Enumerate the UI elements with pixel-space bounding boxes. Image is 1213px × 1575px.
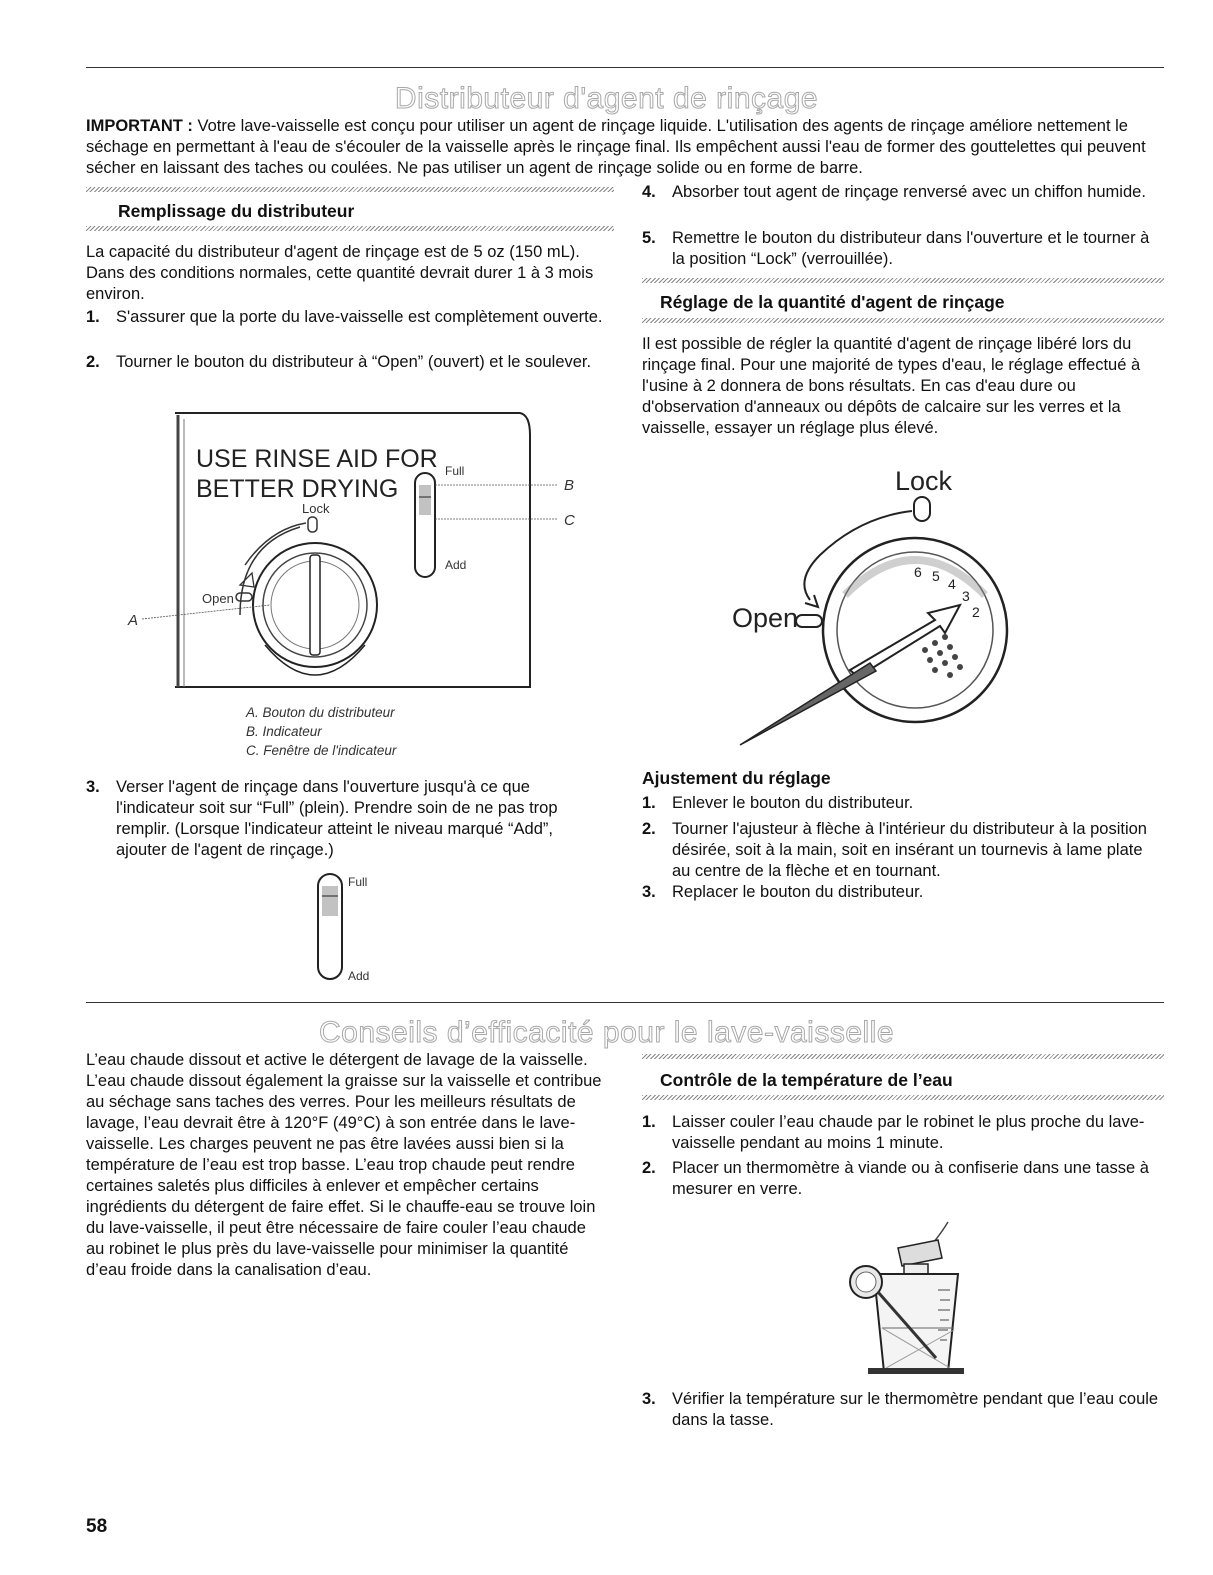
dial-number-5: 5: [932, 568, 940, 584]
dispenser-figure: [120, 405, 600, 705]
figure-caption-c: C. Fenêtre de l'indicateur: [246, 743, 397, 758]
step-number: 5.: [642, 229, 656, 247]
measuring-cup-figure: [838, 1218, 978, 1383]
step-number: 1.: [642, 1113, 656, 1131]
dial-lock-label: Lock: [895, 466, 953, 496]
dial-number-2: 2: [972, 604, 980, 620]
label-a: A: [128, 612, 139, 629]
important-label: IMPORTANT :: [86, 117, 193, 135]
step-text: Absorber tout agent de rinçage renversé avec un chiffon humide.: [672, 183, 1146, 201]
step-text: Replacer le bouton du distributeur.: [672, 883, 924, 901]
step-text: Laisser couler l’eau chaude par le robinet le plus proche du lave-vaisselle pendant au moins 1 minute.: [672, 1113, 1145, 1152]
dial-number-6: 6: [914, 564, 922, 580]
efficiency-intro: L’eau chaude dissout et active le détergent de lavage de la vaisselle. L’eau chaude dissout également la graisse sur la vaisselle et contribue au séchage sans taches des verres. Pour les meilleurs résultats de lavage, l’eau devrait être à 120°F (49°C) à son entrée dans le lave-vaisselle. Les charges peuvent ne pas être lavées aussi bien si la température de l’eau est trop basse. L’eau trop chaude peut rendre certaines saletés plus difficiles à enlever et empêcher certains ingrédients du détergent de faire effet. Si le chauffe-eau se trouve loin du lave-vaisselle, il peut être nécessaire de faire couler l’eau chaude au robinet le plus près du lave-vaisselle pour minimiser la quantité d’eau froide dans la canalisation d’eau.: [86, 1051, 602, 1279]
adjust-subheading: Ajustement du réglage: [642, 768, 831, 788]
indicator-full-label: Full: [348, 875, 368, 889]
section-rule: [86, 1002, 1164, 1003]
step-number: 3.: [642, 1390, 656, 1408]
indicator-figure: [310, 866, 400, 986]
adjust-heading: Réglage de la quantité d'agent de rinçage: [660, 292, 1005, 312]
important-text: Votre lave-vaisselle est conçu pour utiliser un agent de rinçage liquide. L'utilisation des agents de rinçage améliore nettement le séchage en permettant à l'eau de s'écouler de la vaisselle après le rinçage final. Ils empêchent aussi l'eau de former des gouttelettes qui peuvent sécher en laissant des taches ou coulées. Ne pas utiliser un agent de rinçage solide ou en forme de barre.: [86, 117, 1146, 177]
full-label: Full: [445, 464, 465, 478]
heading-hatch: [642, 1054, 1164, 1059]
fill-step-5: [642, 228, 1164, 270]
step-text: Tourner l'ajusteur à flèche à l'intérieur du distributeur à la position désirée, soit à la main, soit en insérant un tournevis à lame plate au centre de la flèche et en tournant.: [672, 820, 1147, 880]
step-text: Enlever le bouton du distributeur.: [672, 794, 914, 812]
panel-text-line2: BETTER DRYING: [196, 475, 399, 503]
open-label: Open: [202, 591, 234, 606]
step-text: Placer un thermomètre à viande ou à confiserie dans une tasse à mesurer en verre.: [672, 1159, 1149, 1198]
step-number: 2.: [642, 820, 656, 838]
step-number: 3.: [642, 883, 656, 901]
label-b: B: [564, 477, 575, 494]
step-number: 2.: [642, 1159, 656, 1177]
step-number: 1.: [642, 794, 656, 812]
step-text: S'assurer que la porte du lave-vaisselle est complètement ouverte.: [116, 308, 603, 326]
top-rule: [86, 67, 1164, 68]
panel-text-line1: USE RINSE AID FOR: [196, 445, 438, 473]
temp-heading: Contrôle de la température de l’eau: [660, 1070, 953, 1090]
figure-caption-b: B. Indicateur: [246, 724, 322, 739]
step-text: Verser l'agent de rinçage dans l'ouverture jusqu'à ce que l'indicateur soit sur “Full” (plein). Prendre soin de ne pas trop remplir. (Lorsque l'indicateur atteint le niveau marqué “Add”, ajouter de l'agent de rinçage.): [116, 778, 558, 859]
adjust-intro: Il est possible de régler la quantité d'agent de rinçage libéré lors du rinçage final. Pour une majorité de types d'eau, le réglage effectué à l'usine à 2 donnera de bons résultats. En cas d'eau dure ou d'observation d'anneaux ou dépôts de calcaire sur les verres et la vaisselle, essayer un réglage plus élevé.: [642, 335, 1141, 437]
section-title-efficiency: Conseils d’efficacité pour le lave-vaisselle: [318, 1016, 895, 1049]
dial-number-4: 4: [948, 576, 956, 592]
adjust-step-2: [642, 819, 1164, 882]
dial-adjust-figure: [700, 455, 1030, 755]
adjust-step-1: [642, 793, 1164, 814]
page-number: 58: [86, 1516, 108, 1537]
temp-step-2: [642, 1158, 1164, 1200]
fill-intro: La capacité du distributeur d'agent de rinçage est de 5 oz (150 mL). Dans des conditions normales, cette quantité devrait durer 1 à 3 mois environ.: [86, 243, 594, 303]
label-c: C: [564, 512, 575, 529]
heading-hatch: [642, 278, 1164, 283]
heading-hatch: [86, 226, 614, 231]
heading-hatch: [86, 187, 614, 192]
heading-hatch: [642, 1095, 1164, 1100]
heading-hatch: [642, 318, 1164, 323]
temp-step-3: [642, 1389, 1164, 1431]
fill-step-2: [86, 352, 606, 373]
fill-heading: Remplissage du distributeur: [118, 201, 355, 221]
step-text: Tourner le bouton du distributeur à “Open” (ouvert) et le soulever.: [116, 353, 592, 371]
step-number: 2.: [86, 353, 100, 371]
step-number: 4.: [642, 183, 656, 201]
step-number: 1.: [86, 308, 100, 326]
fill-step-4: [642, 182, 1164, 203]
adjust-step-3: [642, 882, 1164, 903]
figure-caption-a: A. Bouton du distributeur: [246, 705, 395, 720]
lock-label: Lock: [302, 501, 330, 516]
step-number: 3.: [86, 778, 100, 796]
indicator-add-label: Add: [348, 969, 370, 983]
fill-step-1: [86, 307, 606, 328]
step-text: Vérifier la température sur le thermomètre pendant que l’eau coule dans la tasse.: [672, 1390, 1159, 1429]
temp-step-1: [642, 1112, 1164, 1154]
step-text: Remettre le bouton du distributeur dans l'ouverture et le tourner à la position “Lock” (verrouillée).: [672, 229, 1150, 268]
dial-open-label: Open: [732, 603, 799, 633]
section-title-rinse-aid: Distributeur d'agent de rinçage: [394, 82, 819, 115]
dial-number-3: 3: [962, 588, 970, 604]
add-label: Add: [445, 558, 467, 572]
fill-step-3: [86, 777, 606, 861]
important-paragraph: [86, 116, 1166, 179]
